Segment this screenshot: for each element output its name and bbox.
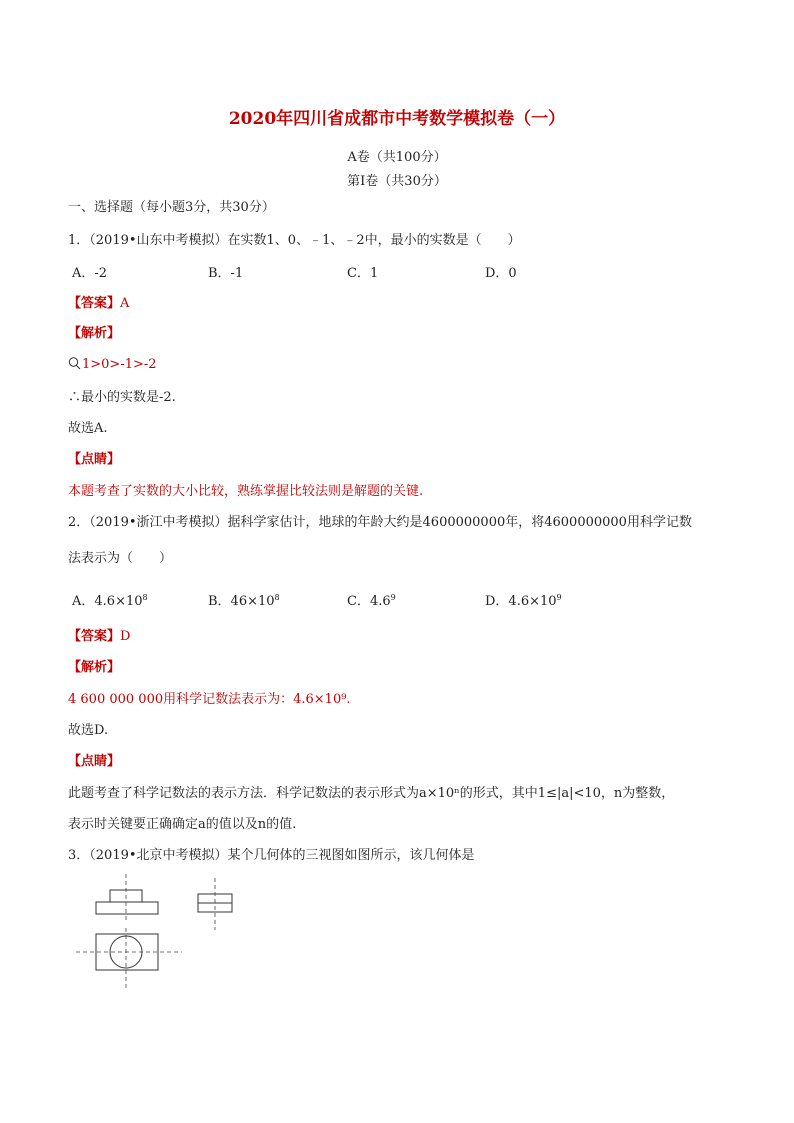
question-1-analysis-line-1: [68, 354, 157, 372]
question-1-analysis-line-2: ∴最小的实数是-2.: [68, 390, 176, 405]
question-3-stem: 3．（2019•北京中考模拟）某个几何体的三视图如图所示，该几何体是: [68, 848, 475, 863]
question-2-option-b: B．$46\times 10^8$: [208, 593, 280, 609]
question-2-analysis-label: 【解析】: [68, 660, 121, 675]
question-1-option-c: C．1: [347, 266, 379, 281]
question-2-stem-line-2: 法表示为（ ）: [68, 551, 173, 566]
question-1-option-a: A．-2: [72, 266, 108, 281]
answer-label: 【答案】: [68, 296, 121, 311]
question-1-option-d: D．0: [485, 266, 517, 281]
question-2-option-c: C．$4.6^9$: [347, 593, 396, 609]
subtitle-part-one: 第Ⅰ卷（共30分）: [347, 174, 447, 189]
question-1-comment-label: 【点睛】: [68, 452, 121, 467]
question-2-analysis-line-1: 4 600 000 000用科学记数法表示为：4.6×10⁹.: [68, 692, 351, 707]
answer-value: A: [120, 296, 130, 311]
question-2-option-a: A．$4.6\times 10^8$: [72, 593, 148, 609]
answer-value: D: [120, 629, 131, 644]
answer-label: 【答案】: [68, 629, 121, 644]
because-symbol-icon: [68, 356, 82, 370]
question-1-analysis-label: 【解析】: [68, 326, 121, 341]
question-2-comment-line-2: 表示时关键要正确确定a的值以及n的值.: [68, 817, 297, 832]
question-1-answer: [68, 292, 129, 311]
question-2-answer: [68, 625, 130, 644]
question-1-stem: 1．（2019•山东中考模拟）在实数1、0、﹣1、﹣2中，最小的实数是（ ）: [68, 233, 521, 248]
question-2-analysis-line-2: 故选D.: [68, 723, 109, 738]
analysis-text: 1>0>-1>-2: [82, 357, 157, 372]
question-2-stem-line-1: 2．（2019•浙江中考模拟）据科学家估计，地球的年龄大约是4600000000年，将4600000000用科学记数: [68, 515, 692, 530]
question-1-analysis-line-3: 故选A.: [68, 421, 108, 436]
question-2-option-d: D．$4.6\times 10^9$: [485, 593, 562, 609]
section-heading: 一、选择题（每小题3分，共30分）: [68, 200, 275, 215]
page-title: 2020年四川省成都市中考数学模拟卷（一）: [228, 109, 566, 129]
question-1-option-b: B．-1: [208, 266, 244, 281]
question-1-comment: 本题考查了实数的大小比较，熟练掌握比较法则是解题的关键.: [68, 484, 424, 499]
three-view-diagram: [70, 874, 240, 994]
question-2-comment-label: 【点睛】: [68, 754, 121, 769]
subtitle-a-paper: A卷（共100分）: [347, 150, 447, 165]
question-2-comment-line-1: 此题考查了科学记数法的表示方法．科学记数法的表示形式为a×10ⁿ的形式，其中1≤|a|<10，n为整数，: [68, 786, 675, 801]
